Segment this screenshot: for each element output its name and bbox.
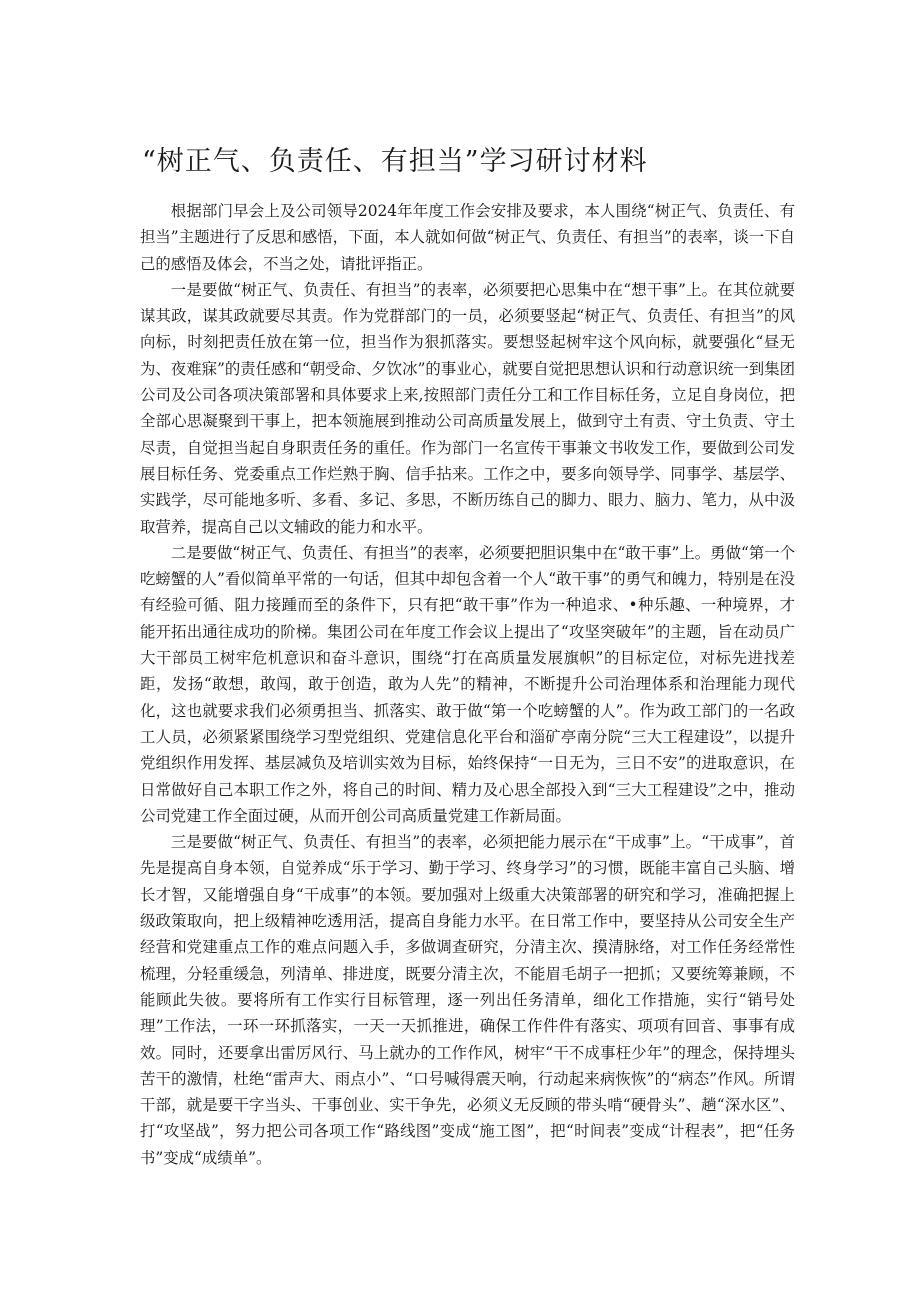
document-body — [140, 198, 795, 1171]
document-title: “树正气、负责任、有担当”学习研讨材料 — [142, 146, 648, 177]
paragraph-intro: 根据部门早会上及公司领导2024年年度工作会安排及要求，本人围绕“树正气、负责任、有担当”主题进行了反思和感悟，下面，本人就如何做“树正气、负责任、有担当”的表率，谈一下自己的感悟及体会，不当之处，请批评指正。 — [140, 202, 795, 273]
paragraph-point-two: 二是要做“树正气、负责任、有担当”的表率，必须要把胆识集中在“敢干事”上。勇做“第一个吃螃蟹的人”看似简单平常的一句话，但其中却包含着一个人“敢干事”的勇气和魄力，特别是在没有经验可循、阻力接踵而至的条件下，只有把“敢干事”作为一种追求、•种乐趣、一种境界，才能开拓出通往成功的阶梯。集团公司在年度工作会议上提出了“攻坚突破年”的主题，旨在动员广大干部员工树牢危机意识和奋斗意识，围绕“打在高质量发展旗帜”的目标定位，对标先进找差距，发扬“敢想，敢闯，敢于创造，敢为人先”的精神，不断提升公司治理体系和治理能力现代化，这也就要求我们必须勇担当、抓落实、敢于做“第一个吃螃蟹的人”。作为政工部门的一名政工人员，必须紧紧围绕学习型党组织、党建信息化平台和淄矿亭南分院“三大工程建设”，以提升党组织作用发挥、基层减负及培训实效为目标，始终保持“一日无为，三日不安”的进取意识，在日常做好自己本职工作之外，将自己的时间、精力及心思全部投入到“三大工程建设”之中，推动公司党建工作全面过硬，从而开创公司高质量党建工作新局面。 — [140, 543, 795, 825]
paragraph-point-one: 一是要做“树正气、负责任、有担当”的表率，必须要把心思集中在“想干事”上。在其位就要谋其政，谋其政就要尽其责。作为党群部门的一员，必须要竖起“树正气、负责任、有担当”的风向标，时刻把责任放在第一位，担当作为狠抓落实。要想竖起树牢这个风向标，就要强化“昼无为、夜难寐”的责任感和“朝受命、夕饮冰”的事业心，就要自觉把思想认识和行动意识统一到集团公司及公司各项决策部署和具体要求上来,按照部门责任分工和工作目标任务，立足自身岗位，把全部心思凝聚到干事上，把本领施展到推动公司高质量发展上，做到守土有责、守土负责、守土尽责，自觉担当起自身职责任务的重任。作为部门一名宣传干事兼文书收发工作，要做到公司发展目标任务、党委重点工作烂熟于胸、信手拈来。工作之中，要多向领导学、同事学、基层学、实践学，尽可能地多听、多看、多记、多思，不断历练自己的脚力、眼力、脑力、笔力，从中汲取营养，提高自己以文辅政的能力和水平。 — [140, 280, 795, 536]
paragraph-point-three: 三是要做“树正气、负责任、有担当”的表率，必须把能力展示在“干成事”上。“干成事”，首先是提高自身本领，自觉养成“乐于学习、勤于学习、终身学习”的习惯，既能丰富自己头脑、增长才智，又能增强自身“干成事”的本领。要加强对上级重大决策部署的研究和学习，准确把握上级政策取向，把上级精神吃透用活，提高自身能力水平。在日常工作中，要坚持从公司安全生产经营和党建重点工作的难点问题入手，多做调查研究，分清主次、摸清脉络，对工作任务经常性梳理，分轻重缓急，列清单、排进度，既要分清主次，不能眉毛胡子一把抓；又要统筹兼顾，不能顾此失彼。要将所有工作实行目标管理，逐一列出任务清单，细化工作措施，实行“销号处理”工作法，一环一环抓落实，一天一天抓推进，确保工作件件有落实、项项有回音、事事有成效。同时，还要拿出雷厉风行、马上就办的工作作风，树牢“干不成事枉少年”的理念，保持埋头苦干的激情，杜绝“雷声大、雨点小”、“口号喊得震天响，行动起来病恢恢”的“病态”作风。所谓干部，就是要干字当头、干事创业、实干争先，必须义无反顾的带头啃“硬骨头”、趟“深水区”、打“攻坚战”，努力把公司各项工作“路线图”变成“施工图”，把“时间表”变成“计程表”，把“任务书”变成“成绩单”。 — [140, 833, 795, 1167]
